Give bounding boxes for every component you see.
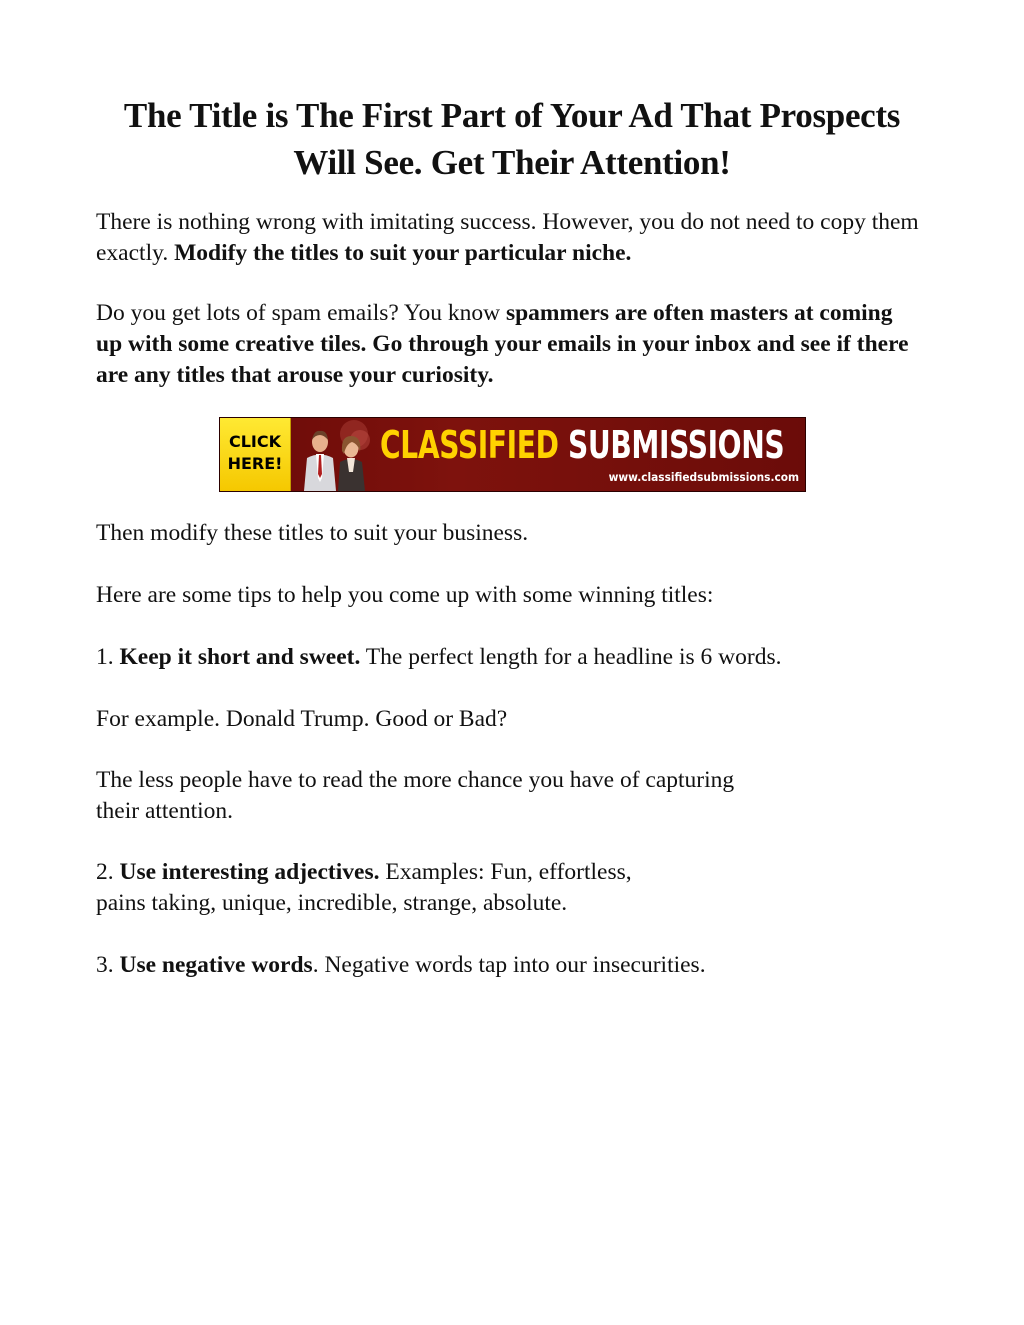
tip-3-paragraph <box>96 950 946 981</box>
tips-intro-paragraph: Here are some tips to help you come up with some winning titles: <box>96 582 714 608</box>
tip-3-text: . Negative words tap into our insecurities. <box>312 952 706 978</box>
spam-text: Do you get lots of spam emails? You know <box>96 300 506 326</box>
tip-2-paragraph <box>96 857 946 919</box>
document-title <box>60 92 964 186</box>
less-people-paragraph <box>96 765 946 827</box>
brand-part-1: CLASSIFIED <box>380 423 559 467</box>
click-here-label <box>225 431 285 475</box>
tip-3-bold: Use negative words <box>119 952 313 978</box>
tip-2-bold: Use interesting adjectives. <box>119 859 380 885</box>
business-people-icon <box>294 418 380 491</box>
tip-1-bold: Keep it short and sweet. <box>119 644 361 670</box>
spam-bold: spammers are often masters at coming up with some creative tiles. Go through your emails in your inbox and see if there are any titles that arouse your curiosity. <box>96 300 909 388</box>
example-paragraph: For example. Donald Trump. Good or Bad? <box>96 706 508 732</box>
banner-brand-name <box>380 423 785 467</box>
intro-text: There is nothing wrong with imitating success. However, you do not need to copy them exactly. <box>96 209 919 266</box>
banner-url[interactable]: www.classifiedsubmissions.com <box>608 470 799 484</box>
tip-3-number: 3. <box>96 952 120 978</box>
spam-paragraph <box>96 298 921 391</box>
intro-paragraph <box>96 207 946 269</box>
title-line-2: Will See. Get Their Attention! <box>293 143 731 182</box>
tip-2-number: 2. <box>96 859 120 885</box>
brand-part-2: SUBMISSIONS <box>567 423 785 467</box>
tip-1-paragraph <box>96 642 946 673</box>
click-here-box[interactable] <box>220 418 291 491</box>
tip-2-line-2: pains taking, unique, incredible, strange, absolute. <box>96 890 568 916</box>
tip-2-text: Examples: Fun, effortless, <box>379 859 632 885</box>
click-line-1: CLICK <box>228 432 282 451</box>
classified-submissions-banner[interactable] <box>219 417 806 492</box>
title-line-1: The Title is The First Part of Your Ad That Prospects <box>123 96 901 135</box>
intro-bold: Modify the titles to suit your particular niche. <box>174 240 632 266</box>
less-people-line-1: The less people have to read the more chance you have of capturing <box>96 767 735 793</box>
click-line-2: HERE! <box>227 454 283 473</box>
tip-1-number: 1. <box>96 644 120 670</box>
tip-1-text: The perfect length for a headline is 6 words. <box>360 644 782 670</box>
modify-paragraph: Then modify these titles to suit your business. <box>96 520 529 546</box>
less-people-line-2: their attention. <box>96 798 234 824</box>
